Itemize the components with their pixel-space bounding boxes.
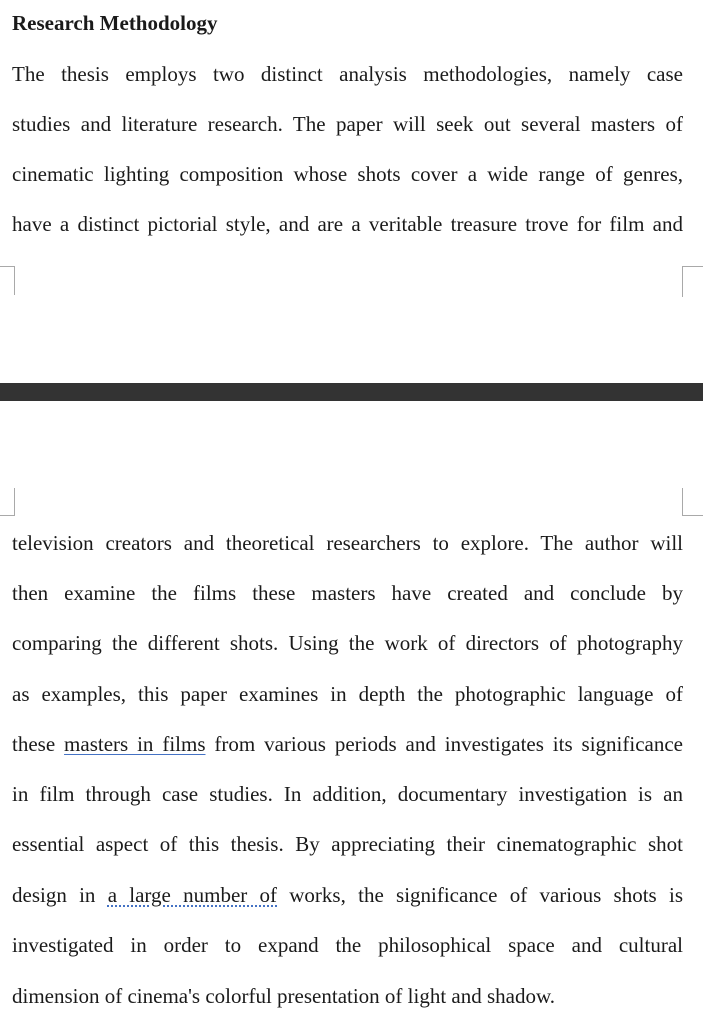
paragraph-line: The thesis employs two distinct analysis methodologies, namely case (12, 62, 683, 86)
paragraph-line (12, 729, 683, 759)
paragraph-line: television creators and theoretical researchers to explore. The author will (12, 531, 683, 555)
paragraph-line: cinematic lighting composition whose shots cover a wide range of genres, (12, 162, 683, 186)
page-corner-mark-bottom-right (682, 266, 703, 297)
paragraph-line: dimension of cinema's colorful presentation of light and shadow. (12, 984, 556, 1008)
section-heading: Research Methodology (12, 11, 218, 35)
line-text: these (12, 732, 65, 756)
paragraph-line: comparing the different shots. Using the work of directors of photography (12, 631, 683, 655)
paragraph-line: have a distinct pictorial style, and are a veritable treasure trove for film and (12, 212, 683, 236)
page-break-separator (0, 383, 703, 401)
page-corner-mark-bottom-left (0, 266, 15, 295)
paragraph-line (12, 880, 683, 910)
paragraph-line: as examples, this paper examines in depth the photographic language of (12, 682, 683, 706)
paragraph-line: then examine the films these masters have created and conclude by (12, 581, 683, 605)
paragraph-line: in film through case studies. In addition, documentary investigation is an (12, 782, 683, 806)
paragraph-line: studies and literature research. The paper will seek out several masters of (12, 112, 683, 136)
style-suggestion-underline[interactable]: a large number of (107, 883, 278, 907)
page-corner-mark-top-right (682, 488, 703, 516)
line-text: design in (12, 883, 108, 907)
line-text: from various periods and investigates its significance (205, 732, 683, 756)
page-corner-mark-top-left (0, 488, 15, 516)
line-text: works, the significance of various shots is (277, 883, 683, 907)
grammar-suggestion-underline[interactable]: masters in films (64, 732, 206, 756)
paragraph-line: essential aspect of this thesis. By appreciating their cinematographic shot (12, 832, 683, 856)
paragraph-line: investigated in order to expand the philosophical space and cultural (12, 933, 683, 957)
